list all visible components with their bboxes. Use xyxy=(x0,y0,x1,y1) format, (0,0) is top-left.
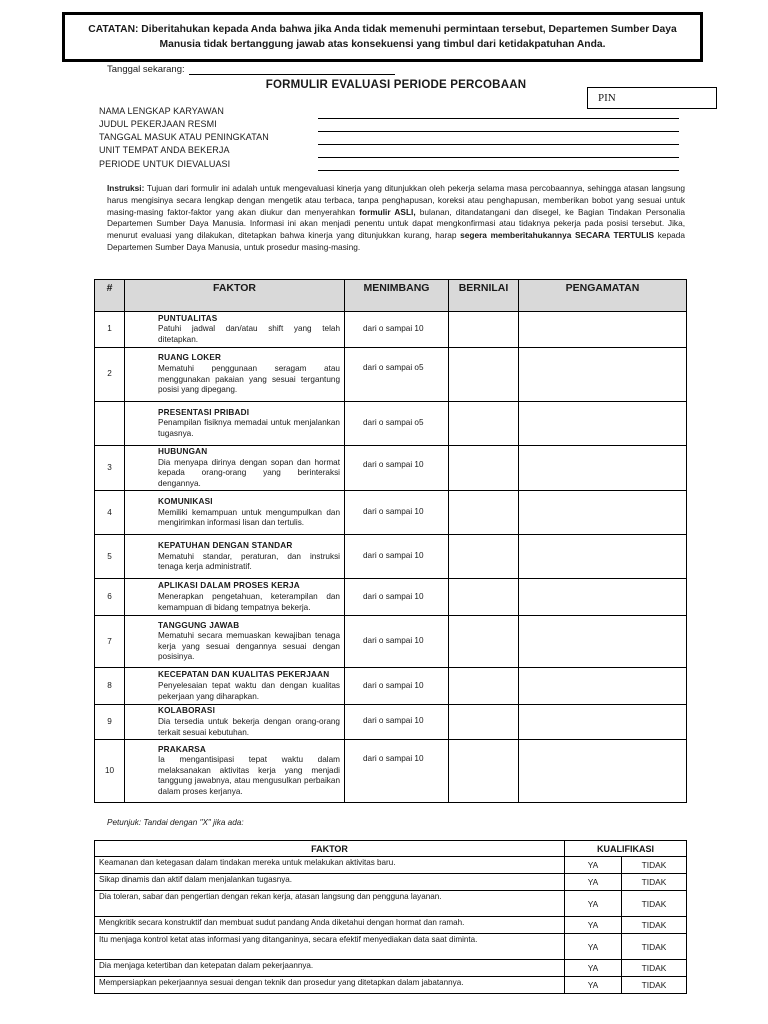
observation-input[interactable] xyxy=(519,491,687,535)
score-input[interactable] xyxy=(449,616,519,668)
factor-weight-text: dari o sampai 10 xyxy=(363,680,424,690)
factor-title: KECEPATAN DAN KUALITAS PEKERJAAN xyxy=(158,670,330,680)
factor-number: 3 xyxy=(95,446,125,491)
qual-row xyxy=(95,934,687,960)
table-row xyxy=(95,740,687,803)
qual-factor-text: Keamanan dan ketegasan dalam tindakan mereka untuk melakukan aktivitas baru. xyxy=(95,857,565,874)
qual-factor-text: Mengkritik secara konstruktif dan membuat sudut pandang Anda diketahui dengan hormat dan ramah. xyxy=(95,917,565,934)
factor-cell xyxy=(125,312,345,348)
field-label-job-title: JUDUL PEKERJAAN RESMI xyxy=(99,119,217,129)
instructions-bold-1: formulir ASLI, xyxy=(359,206,416,217)
factor-description: Patuhi jadwal dan/atau shift yang telah ditetapkan. xyxy=(158,324,340,344)
factor-description: Dia menyapa dirinya dengan sopan dan hormat kepada orang-orang yang berinteraksi dengannya. xyxy=(158,457,340,488)
factor-title: APLIKASI DALAM PROSES KERJA xyxy=(158,581,300,591)
date-field[interactable] xyxy=(189,65,395,75)
qual-row xyxy=(95,960,687,977)
factor-title: PUNTUALITAS xyxy=(158,313,218,323)
qual-row xyxy=(95,891,687,917)
qual-factor-text: Itu menjaga kontrol ketat atas informasi yang ditanganinya, secara efektif menyediakan data saat diminta. xyxy=(95,934,565,960)
factor-number: 5 xyxy=(95,535,125,579)
factor-title: KEPATUHAN DENGAN STANDAR xyxy=(158,540,293,550)
observation-input[interactable] xyxy=(519,402,687,446)
factor-title: PRESENTASI PRIBADI xyxy=(158,407,250,417)
qual-no-option[interactable]: TIDAK xyxy=(622,891,687,917)
score-input[interactable] xyxy=(449,579,519,616)
qual-header-factor: FAKTOR xyxy=(95,841,565,857)
table-row xyxy=(95,446,687,491)
factor-description: Ia mengantisipasi tepat waktu dalam melaksanakan aktivitas kerja yang menjadi tanggung jawabnya, atau mengusulkan perbaikan dalam proses kerjanya. xyxy=(158,755,340,797)
qual-row xyxy=(95,917,687,934)
factor-cell xyxy=(125,446,345,491)
pin-label: PIN xyxy=(598,92,616,104)
field-line-job-title[interactable] xyxy=(318,131,679,132)
score-input[interactable] xyxy=(449,491,519,535)
factor-weight-text: dari o sampai 10 xyxy=(363,715,424,725)
field-line-entry-date[interactable] xyxy=(318,144,679,145)
date-row xyxy=(107,64,395,75)
factor-title: RUANG LOKER xyxy=(158,353,222,363)
factor-number: 8 xyxy=(95,668,125,705)
score-input[interactable] xyxy=(449,348,519,402)
factor-title: HUBUNGAN xyxy=(158,447,208,456)
table-row xyxy=(95,705,687,740)
qual-yes-option[interactable]: YA xyxy=(565,874,622,891)
table-row xyxy=(95,312,687,348)
header-observation: PENGAMATAN xyxy=(519,280,687,312)
observation-input[interactable] xyxy=(519,740,687,803)
factor-cell xyxy=(125,579,345,616)
factor-weight xyxy=(345,616,449,668)
notice-box xyxy=(62,12,703,62)
factor-description: Mematuhi secara memuaskan kewajiban tenaga kerja yang sesuai dengannya sesuai dengan posisinya. xyxy=(158,631,340,662)
observation-input[interactable] xyxy=(519,535,687,579)
factor-weight xyxy=(345,579,449,616)
field-label-work-unit: UNIT TEMPAT ANDA BEKERJA xyxy=(99,145,230,155)
factor-weight-text: dari o sampai 10 xyxy=(363,591,424,601)
factor-weight-text: dari o sampai 10 xyxy=(363,507,424,517)
table-row xyxy=(95,348,687,402)
factor-weight xyxy=(345,312,449,348)
table-row xyxy=(95,579,687,616)
table-row xyxy=(95,616,687,668)
factor-title: KOMUNIKASI xyxy=(158,496,213,506)
observation-input[interactable] xyxy=(519,668,687,705)
qual-factor-text: Dia toleran, sabar dan pengertian dengan rekan kerja, atasan langsung dan pengguna layanan. xyxy=(95,891,565,917)
factor-cell xyxy=(125,616,345,668)
field-line-work-unit[interactable] xyxy=(318,157,679,158)
factor-number: 2 xyxy=(95,348,125,402)
instructions-paragraph xyxy=(107,183,685,254)
factor-weight-text: dari o sampai 10 xyxy=(363,460,424,469)
observation-input[interactable] xyxy=(519,616,687,668)
factor-cell xyxy=(125,348,345,402)
qual-header-qualification: KUALIFIKASI xyxy=(565,841,687,857)
factor-weight-text: dari o sampai o5 xyxy=(363,418,424,427)
factor-number: 6 xyxy=(95,579,125,616)
factor-weight xyxy=(345,705,449,740)
factor-number xyxy=(95,402,125,446)
field-line-name[interactable] xyxy=(318,118,679,119)
qual-factor-text: Mempersiapkan pekerjaannya sesuai dengan teknik dan prosedur yang ditetapkan dalam jabatannya. xyxy=(95,977,565,994)
qual-header-row xyxy=(95,841,687,857)
qual-yes-option[interactable]: YA xyxy=(565,960,622,977)
score-input[interactable] xyxy=(449,446,519,491)
observation-input[interactable] xyxy=(519,348,687,402)
instructions-bold-2: segera memberitahukannya SECARA TERTULIS xyxy=(460,230,655,241)
score-input[interactable] xyxy=(449,668,519,705)
factor-number: 9 xyxy=(95,705,125,740)
qual-row xyxy=(95,874,687,891)
observation-input[interactable] xyxy=(519,579,687,616)
header-num: # xyxy=(95,280,125,312)
score-input[interactable] xyxy=(449,312,519,348)
instructions-label: Instruksi: xyxy=(107,183,145,193)
observation-input[interactable] xyxy=(519,705,687,740)
observation-input[interactable] xyxy=(519,446,687,491)
factor-number: 1 xyxy=(95,312,125,348)
qualification-table xyxy=(94,840,687,994)
factor-weight xyxy=(345,402,449,446)
qual-yes-option[interactable]: YA xyxy=(565,891,622,917)
qual-no-option[interactable]: TIDAK xyxy=(622,977,687,994)
field-label-entry-date: TANGGAL MASUK ATAU PENINGKATAN xyxy=(99,132,269,142)
qual-yes-option[interactable]: YA xyxy=(565,977,622,994)
table-row xyxy=(95,402,687,446)
factor-description: Mematuhi standar, peraturan, dan instruksi tenaga kerja administratif. xyxy=(158,551,340,572)
factor-cell xyxy=(125,535,345,579)
observation-input[interactable] xyxy=(519,312,687,348)
factor-cell xyxy=(125,705,345,740)
factor-description: Memiliki kemampuan untuk mengumpulkan dan mengirimkan informasi lisan dan tertulis. xyxy=(158,507,340,528)
qual-row xyxy=(95,977,687,994)
factor-title: TANGGUNG JAWAB xyxy=(158,620,240,630)
factor-weight xyxy=(345,668,449,705)
factor-description: Penampilan fisiknya memadai untuk menjalankan tugasnya. xyxy=(158,418,340,438)
qual-no-option[interactable]: TIDAK xyxy=(622,960,687,977)
factor-weight xyxy=(345,348,449,402)
table-row xyxy=(95,491,687,535)
pin-field[interactable] xyxy=(587,87,717,109)
qual-yes-option[interactable]: YA xyxy=(565,934,622,960)
score-input[interactable] xyxy=(449,402,519,446)
evaluation-table xyxy=(94,279,687,803)
instruction-note: Petunjuk: Tandai dengan "X" jika ada: xyxy=(107,818,244,827)
qual-row xyxy=(95,857,687,874)
header-score: BERNILAI xyxy=(449,280,519,312)
factor-weight xyxy=(345,535,449,579)
factor-weight xyxy=(345,491,449,535)
field-label-name: NAMA LENGKAP KARYAWAN xyxy=(99,106,224,116)
table-header-row xyxy=(95,280,687,312)
instructions-text-3: kepada Departemen Sumber Daya Manusia, untuk prosedur masing-masing. xyxy=(107,230,686,252)
qual-factor-text: Sikap dinamis dan aktif dalam menjalankan tugasnya. xyxy=(95,874,565,891)
factor-cell xyxy=(125,668,345,705)
qual-factor-text: Dia menjaga ketertiban dan ketepatan dalam pekerjaannya. xyxy=(95,960,565,977)
header-weight: MENIMBANG xyxy=(345,280,449,312)
factor-cell xyxy=(125,402,345,446)
notice-text: CATATAN: Diberitahukan kepada Anda bahwa jika Anda tidak memenuhi permintaan tersebut, Departemen Sumber Daya Manusia tidak bertanggung jawab atas konsekuensi yang timbul dari ketidakpatuhan Anda. xyxy=(88,24,677,50)
factor-title: KOLABORASI xyxy=(158,706,216,716)
factor-weight-text: dari o sampai 10 xyxy=(363,754,424,764)
factor-weight-text: dari o sampai 10 xyxy=(363,324,424,333)
factor-description: Penyelesaian tepat waktu dan dengan kualitas pekerjaan yang diharapkan. xyxy=(158,681,340,701)
factor-weight-text: dari o sampai 10 xyxy=(363,551,424,561)
qual-no-option[interactable]: TIDAK xyxy=(622,874,687,891)
score-input[interactable] xyxy=(449,535,519,579)
instructions-text-1: Tujuan dari formulir ini adalah untuk mengevaluasi kinerja yang ditunjukkan oleh pekerja selama masa percobaannya, sehingga atasan langsung harus mengisinya secara lengkap dengan mengetik atau terbaca, tanpa penghapusan, koreksi atau penghapusan, memberikan bobot yang sesuai untuk masing-masing faktor-faktor yang akan diukur dan menyerahkan xyxy=(107,183,685,217)
factor-description: Menerapkan pengetahuan, keterampilan dan kemampuan di bidang tempatnya bekerja. xyxy=(158,592,340,612)
score-input[interactable] xyxy=(449,740,519,803)
table-row xyxy=(95,535,687,579)
qual-no-option[interactable]: TIDAK xyxy=(622,917,687,934)
factor-number: 7 xyxy=(95,616,125,668)
factor-weight-text: dari o sampai 10 xyxy=(363,636,424,646)
field-label-evaluation-period: PERIODE UNTUK DIEVALUASI xyxy=(99,159,231,169)
factor-weight xyxy=(345,446,449,491)
instructions-text-2: bulanan, ditandatangani dan disegel, ke Bagian Tindakan Personalia Departemen Sumber Daya Manusia. Informasi ini akan menjadi penentu untuk dapat mengkonfirmasi atau tidaknya pekerja pada posisi tersebut. Jika, menurut evaluasi yang dilakukan, ditetapkan bahwa kinerja yang ditunjukkan kurang, harap xyxy=(107,206,685,241)
qual-no-option[interactable]: TIDAK xyxy=(622,857,687,874)
table-row xyxy=(95,668,687,705)
qual-no-option[interactable]: TIDAK xyxy=(622,934,687,960)
factor-number: 4 xyxy=(95,491,125,535)
score-input[interactable] xyxy=(449,705,519,740)
field-line-evaluation-period[interactable] xyxy=(318,170,679,171)
factor-number: 10 xyxy=(95,740,125,803)
factor-description: Mematuhi penggunaan seragam atau menggunakan pakaian yang sesuai tergantung posisi yang dipegang. xyxy=(158,363,340,395)
factor-weight-text: dari o sampai o5 xyxy=(363,363,424,372)
factor-description: Dia tersedia untuk bekerja dengan orang-orang terkait sesuai kebutuhan. xyxy=(158,716,340,737)
factor-cell xyxy=(125,740,345,803)
factor-cell xyxy=(125,491,345,535)
qual-yes-option[interactable]: YA xyxy=(565,917,622,934)
form-title: FORMULIR EVALUASI PERIODE PERCOBAAN xyxy=(265,79,527,91)
factor-title: PRAKARSA xyxy=(158,744,206,754)
header-factor: FAKTOR xyxy=(125,280,345,312)
factor-weight xyxy=(345,740,449,803)
date-label: Tanggal sekarang: xyxy=(107,64,185,75)
qual-yes-option[interactable]: YA xyxy=(565,857,622,874)
